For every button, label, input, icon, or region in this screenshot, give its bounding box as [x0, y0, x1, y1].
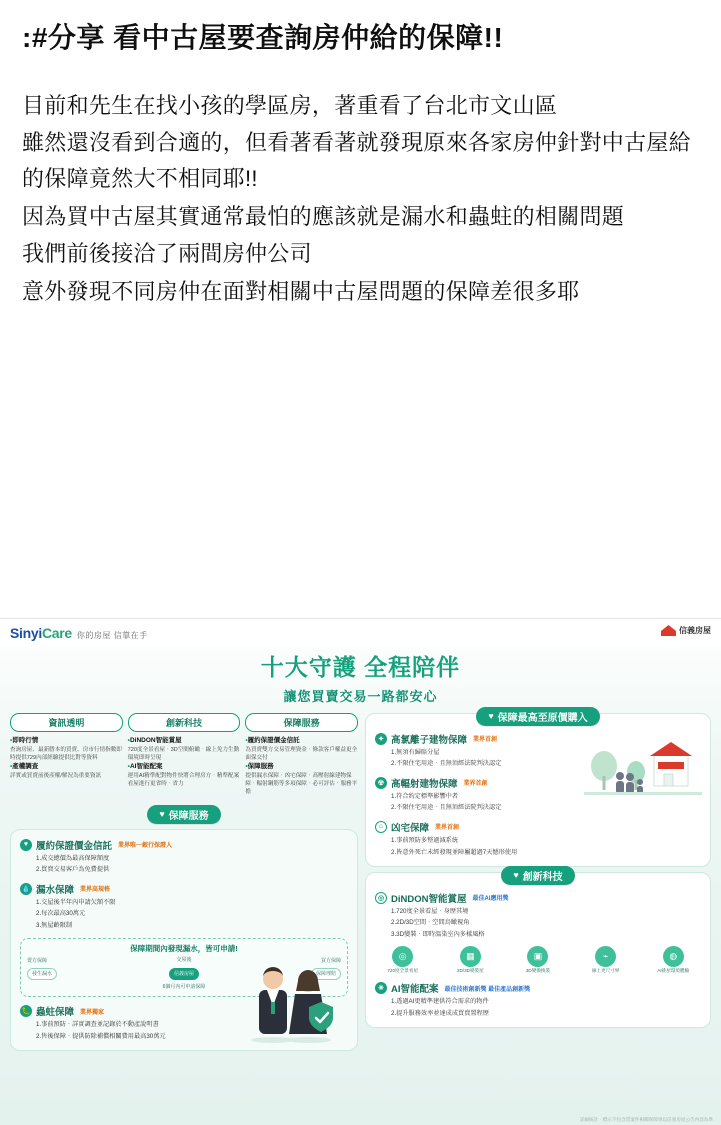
right-section-pill-2: ♥ 創新科技 — [501, 866, 574, 885]
item-title: 漏水保障 — [36, 884, 75, 896]
flow-node-claim: 保障理賠 — [311, 968, 341, 981]
infographic-topbar — [0, 619, 721, 647]
item-tag: 業界首創 — [473, 737, 498, 743]
item-line: 1.事前預防‧詳實調查並記錄於不動產說明書 — [36, 1021, 159, 1029]
item-line: 1.事前預防多整過減系統 — [391, 836, 459, 844]
heart-icon: ♥ — [513, 870, 519, 881]
item-tag: 最佳AI應用獎 — [472, 896, 509, 903]
item-tag: 業界首創 — [435, 825, 460, 832]
item-line: 2.不限住宅用途‧且無須經法院判決認定 — [391, 760, 502, 768]
bullet-text: 詳實或買賣前後產權/解況為重要資訊 — [10, 772, 102, 779]
bullet-text: 為買賣雙方交易管理資金‧條款客戶權益更全面保交付 — [245, 746, 358, 761]
radiation-icon: ☢ — [375, 777, 387, 789]
item-line: 1.交屋後半年內申請欠額不限 — [36, 898, 116, 906]
measure-icon: ⌁ — [595, 946, 616, 967]
feature-icon-label: 720度全景看屋 — [387, 968, 419, 974]
chip-info-transparency: 資訊透明 — [10, 713, 123, 732]
haunted-house-icon: ⌂ — [375, 821, 387, 833]
item-line: 1.透過AI更精準建供符合需求的物件 — [391, 998, 489, 1006]
guarantee-item — [20, 882, 348, 931]
brand-name: SinyiCare — [10, 625, 72, 641]
infographic-header — [0, 649, 721, 705]
footer-note: 詳細統計‧標示不包含當案件相關保障須以信義房屋公告內容為準 — [579, 1117, 713, 1122]
bullet-head: •履約保證價金信託 — [245, 737, 300, 744]
flow-bottom-label: 6個月內可申請保障 — [162, 984, 206, 991]
ai-environment-icon: ◍ — [663, 946, 684, 967]
feature-icon-item — [375, 946, 430, 974]
item-line: 3.3D變裝‧即時溫染室內多樣風格 — [391, 930, 485, 938]
bullet-groups — [10, 736, 358, 796]
infographic-columns — [0, 705, 721, 1051]
post-paragraphs — [22, 88, 699, 310]
feature-icon-label: 線上更尺寸界 — [591, 968, 620, 974]
innovation-panel — [365, 872, 711, 1028]
feature-icon-label: 3D變換換裝 — [525, 968, 551, 974]
bullet-group — [128, 736, 241, 796]
flow-node-leak: 發生漏水 — [27, 968, 57, 981]
item-line: 2.提升服務效率並達成成買賣置程歷 — [391, 1009, 489, 1017]
post-paragraph: 雖然還沒看到合適的，但看著看著就發現原來各家房仲針對中古屋給的保障竟然大不相同耶!! — [22, 130, 692, 191]
flow-mid-label: 交屋後 — [176, 956, 192, 963]
bullet-head: •保障服務 — [245, 762, 274, 770]
bug-icon: 🐛 — [20, 1005, 32, 1017]
item-line: 2.買賣交易客戶為免費提供 — [36, 866, 110, 874]
bullet-head: •產權調查 — [10, 762, 39, 770]
flow-right-label: 買方保障 — [320, 957, 341, 964]
bullet-group — [245, 736, 358, 796]
floorplan-icon: ▦ — [460, 946, 481, 967]
family-house-illustration — [584, 736, 702, 806]
item-title: 履約保證價金信託 — [36, 840, 113, 852]
item-title: 凶宅保障 — [391, 822, 430, 834]
item-line: 2.不限住宅用途‧且無須經法院判決認定 — [391, 804, 502, 812]
infographic-headline: 十大守護 全程陪伴 — [260, 654, 461, 680]
water-drop-icon: 💧 — [20, 883, 32, 895]
bullet-text: 提供漏水保障‧凶宅保障‧高壓射線建物保障‧輻射鋼筋等多項保障‧必可評估‧服務平擔 — [245, 772, 358, 795]
chip-row — [10, 713, 358, 732]
flow-left-label: 賣方保障 — [27, 957, 48, 964]
heart-icon: ♥ — [159, 809, 165, 820]
heart-icon: ♥ — [20, 839, 32, 851]
item-tag: 業界高規格 — [80, 887, 111, 894]
guarantee-panel — [10, 829, 358, 1052]
item-title: DiNDON智能賞屋 — [391, 893, 467, 905]
right-section-pill-1: ♥ 保障最高至原價購入 — [476, 707, 599, 726]
right-column — [365, 713, 711, 1028]
top-guarantee-panel — [365, 713, 711, 867]
item-line: 2.售後保障‧提供防除補償相關費用最高30萬元 — [36, 1032, 166, 1040]
left-section-pill: ♥ 保障服務 — [147, 805, 220, 824]
ai-icon: ✳ — [375, 982, 387, 994]
bullet-text: 查詢房屋、最新謄本的買賣、房市行情指數即時提供729內部經驗提供比對等資料 — [10, 746, 122, 761]
item-tag: 最佳技術創新獎 最佳產品創新獎 — [444, 986, 531, 993]
panorama-icon: ◎ — [392, 946, 413, 967]
chip-guarantee: 保障服務 — [245, 713, 358, 732]
bullet-text: 運用AI精準配對物件快將合理房方‧精準配案看屋進行更省時‧省力 — [127, 772, 240, 787]
item-line: 1.符合約定標準影響中者 — [391, 792, 459, 800]
item-title: 蟲蛀保障 — [36, 1007, 75, 1019]
item-tag: 業界獨家 — [80, 1009, 105, 1016]
post-paragraph: 我們前後接洽了兩間房仲公司 — [22, 241, 312, 267]
molecule-icon: ✦ — [375, 733, 387, 745]
item-line: 2.每次最高30萬元 — [36, 910, 86, 918]
item-line: 2.皆意外死亡未經發現並障屬超過7天憾形使用 — [391, 848, 518, 856]
feature-icon-item — [578, 946, 633, 974]
infographic-image — [0, 618, 721, 1125]
innovation-item — [375, 981, 701, 1018]
guarantee-item — [375, 820, 701, 857]
bullet-head: •AI智能配案 — [127, 762, 163, 770]
item-line: 1.無須有歸賠分屋 — [391, 748, 440, 756]
bullet-head: •DiNDON智能賞屋 — [127, 737, 182, 744]
flow-node-sinyi: 信義房屋 — [169, 968, 199, 981]
restyle-icon: ▣ — [527, 946, 548, 967]
feature-icon-label: AI挑屋環境體驗 — [657, 968, 690, 974]
bullet-text: 720度全景看屋‧3D空間俯瞰‧線上免力生動環境即時呈現 — [127, 746, 240, 761]
post-paragraph: 目前和先生在找小孩的學區房，著重看了台北市文山區 — [22, 92, 558, 118]
corp-label: 信義房屋 — [679, 626, 711, 635]
feature-icon-strip — [375, 946, 701, 974]
innovation-item — [375, 891, 701, 940]
item-line: 3.無屋齡限制 — [36, 921, 73, 929]
bullet-head: •即時行情 — [10, 737, 39, 744]
vr-icon: ◎ — [375, 892, 387, 904]
feature-icon-label: 2D/3D變裝屋 — [456, 968, 484, 974]
item-line: 1.成交總價為最高保障額度 — [36, 854, 110, 862]
feature-icon-item — [646, 946, 701, 974]
item-title: AI智能配案 — [391, 984, 439, 996]
item-line: 1.720度全景看屋‧身歷其境 — [391, 907, 469, 915]
post-paragraph: 因為買中古屋其實通常最怕的應該就是漏水和蟲蛀的相關問題 — [22, 203, 625, 229]
corp-logo — [661, 625, 711, 636]
feature-icon-item — [510, 946, 565, 974]
house-icon — [661, 625, 676, 636]
guarantee-item — [20, 838, 348, 875]
heart-icon: ♥ — [488, 711, 494, 721]
item-line: 2.2D/3D空間‧空間鳥瞰視角 — [391, 919, 470, 927]
chip-innovation: 創新科技 — [128, 713, 241, 732]
item-title: 高輻射建物保障 — [391, 778, 458, 790]
infographic-subhead: 讓您買賣交易一路都安心 — [283, 689, 438, 704]
item-tag: 業界首創 — [463, 781, 488, 788]
left-column — [10, 713, 358, 1051]
post-body — [0, 0, 721, 310]
item-title: 高氯離子建物保障 — [391, 734, 468, 746]
brand-tagline: 你的房屋 信靠在手 — [76, 631, 148, 640]
item-tag: 業界唯一銀行保證人 — [118, 843, 173, 850]
flow-title: 保障期間內發現漏水，皆可申請! — [130, 943, 238, 953]
bullet-group — [10, 736, 123, 796]
sinyicare-logo — [10, 625, 148, 641]
couple-illustration — [233, 950, 351, 1046]
page-title: :#分享 看中古屋要查詢房仲給的保障!! — [22, 22, 504, 53]
feature-icon-item — [443, 946, 498, 974]
post-paragraph: 意外發現不同房仲在面對相關中古屋問題的保障差很多耶 — [22, 278, 580, 304]
